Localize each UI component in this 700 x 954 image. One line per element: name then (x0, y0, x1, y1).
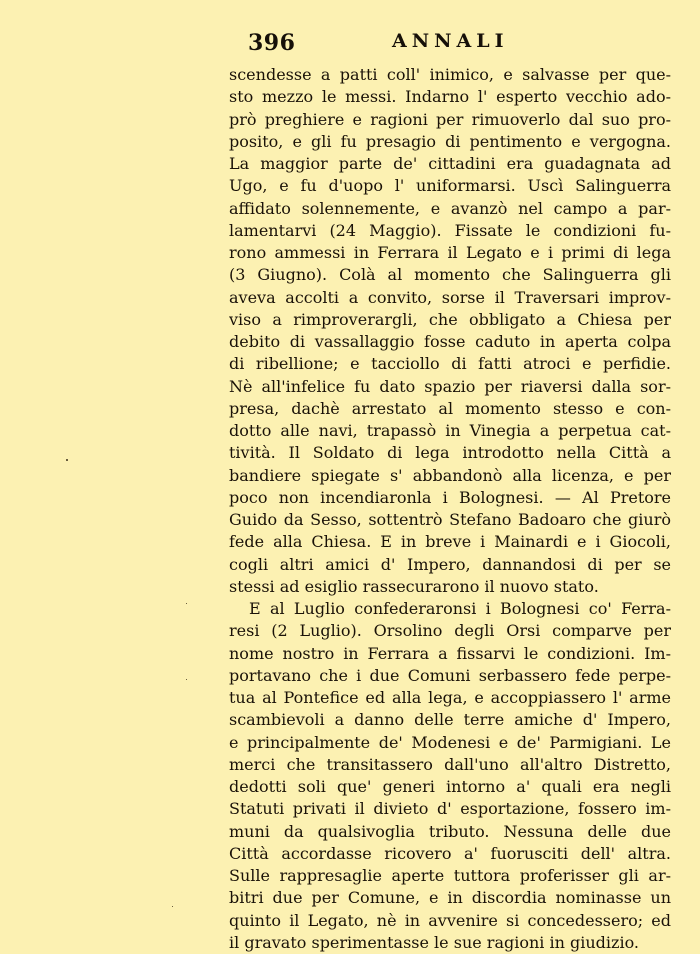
text-line: prò preghiere e ragioni per rimuoverlo dal suo pro- (229, 109, 671, 129)
paper-speck (172, 906, 173, 907)
text-line: resi (2 Luglio). Orsolino degli Orsi comparve per (229, 621, 671, 641)
text-line: bitri due per Comune, e in discordia nominasse un (229, 888, 671, 908)
text-line: Città accordasse ricovero a' fuorusciti dell' altra. (229, 843, 671, 863)
text-line: cogli altri amici d' Impero, dannandosi di per se (229, 554, 671, 574)
text-line: poco non incendiaronla i Bolognesi. — Al Pretore (229, 487, 671, 507)
text-line: dotto alle navi, trapassò in Vinegia a perpetua cat- (229, 421, 671, 440)
text-line: Statuti privati il divieto d' esportazione, fossero im- (229, 799, 671, 819)
text-line: presa, dachè arrestato al momento stesso e con- (229, 398, 671, 418)
text-line: tività. Il Soldato di lega introdotto nella Città a (229, 443, 671, 463)
text-line: portavano che i due Comuni serbassero fede perpe- (229, 665, 671, 685)
page-number: 396 (248, 30, 296, 56)
body-text (229, 64, 671, 954)
text-line: viso a rimproverargli, che obbligato a Chiesa per (229, 309, 671, 329)
text-line: rono ammessi in Ferrara il Legato e i primi di lega (229, 243, 671, 262)
text-line: affidato solennemente, e avanzò nel campo a par- (229, 198, 671, 218)
paragraph (229, 64, 671, 598)
text-line: merci che transitassero dall'uno all'altro Distretto, (229, 754, 671, 774)
text-line: scendesse a patti coll' inimico, e salvasse per que- (229, 65, 671, 84)
text-line: Guido da Sesso, sottentrò Stefano Badoaro che giurò (229, 510, 671, 529)
text-line: posito, e gli fu presagio di pentimento e vergogna. (229, 131, 671, 151)
text-line: aveva accolti a convito, sorse il Traversari improv- (229, 287, 671, 307)
text-line: scambievoli a danno delle terre amiche d' Impero, (229, 710, 671, 730)
paper-speck (66, 459, 68, 461)
text-line: sto mezzo le messi. Indarno l' esperto vecchio ado- (229, 87, 671, 107)
text-line: (3 Giugno). Colà al momento che Salinguerra gli (229, 265, 671, 285)
text-line: quinto il Legato, nè in avvenire si concedessero; ed (229, 910, 671, 930)
paragraph (229, 598, 671, 954)
text-line: E al Luglio confederaronsi i Bolognesi co' Ferra- (249, 599, 671, 618)
text-line: Nè all'infelice fu dato spazio per riaversi dalla sor- (229, 376, 671, 396)
running-title: ANNALI (392, 30, 509, 52)
text-line: tua al Pontefice ed alla lega, e accoppiassero l' arme (229, 688, 671, 707)
text-line: nome nostro in Ferrara a fissarvi le condizioni. Im- (229, 643, 671, 663)
text-line: La maggior parte de' cittadini era guadagnata ad (229, 154, 671, 173)
text-line: dedotti soli que' generi intorno a' quali era negli (229, 777, 671, 796)
text-line: muni da qualsivoglia tributo. Nessuna delle due (229, 821, 671, 841)
text-line: Sulle rappresaglie aperte tuttora proferisser gli ar- (229, 866, 671, 885)
paper-speck (186, 679, 187, 680)
paper-speck (186, 603, 187, 604)
text-line: debito di vassallaggio fosse caduto in aperta colpa (229, 332, 671, 351)
text-line: di ribellione; e tacciollo di fatti atroci e perfidie. (229, 354, 671, 374)
page-header (0, 22, 700, 62)
text-line: lamentarvi (24 Maggio). Fissate le condizioni fu- (229, 220, 671, 240)
text-line: bandiere spiegate s' abbandonò alla licenza, e per (229, 465, 671, 485)
text-line: il gravato sperimentasse le sue ragioni in giudizio. (229, 932, 639, 952)
text-line: Ugo, e fu d'uopo l' uniformarsi. Uscì Salinguerra (229, 176, 671, 196)
text-line: fede alla Chiesa. E in breve i Mainardi e i Giocoli, (229, 532, 671, 552)
text-line: e principalmente de' Modenesi e de' Parmigiani. Le (229, 732, 671, 752)
text-line: stessi ad esiglio rassecurarono il nuovo stato. (229, 576, 599, 596)
